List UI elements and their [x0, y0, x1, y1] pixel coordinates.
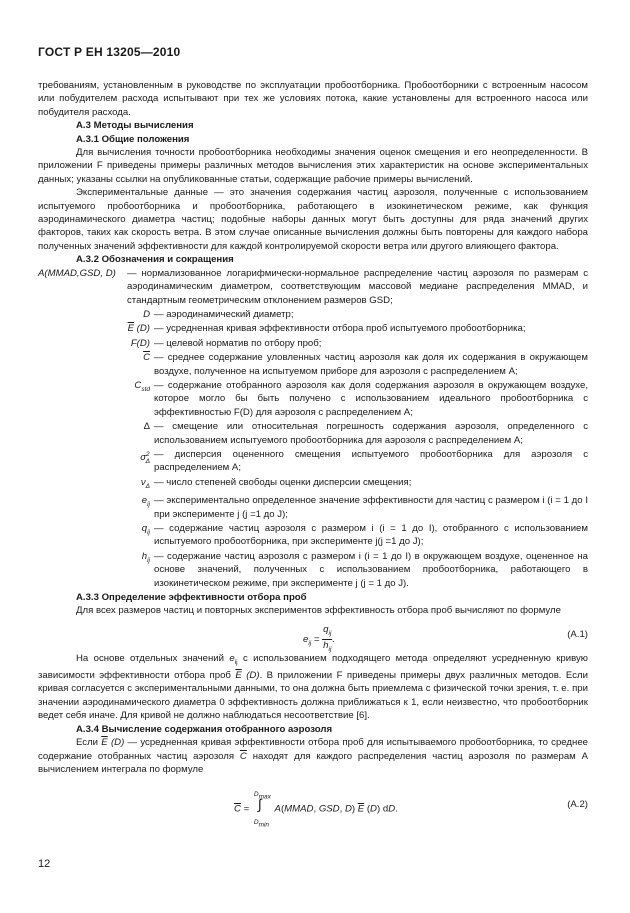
notation-item: [38, 494, 588, 521]
section-a3-title: А.3 Методы вычисления: [76, 120, 194, 132]
notation-symbol: $\overline{C}$: [143, 352, 150, 364]
notation-description: — дисперсия оцененного смещения испытуемого пробоотборника для аэрозоля с распределением A;: [154, 448, 588, 474]
notation-item: [38, 351, 588, 378]
formula-a1-expression: $e_{ij}$ = $\frac{q_{ij}}{h_{ij}}$ .: [303, 623, 336, 653]
notation-symbol: $h_{ij}$: [141, 550, 150, 564]
notation-description: — среднее содержание уловленных частиц аэрозоля как доля их содержания в окружающем воздухе, полученное на испытуемом приборе для аэрозоля с распределением A;: [154, 352, 588, 377]
notation-symbol: $q_{ij}$: [141, 522, 150, 536]
notation-item: [38, 337, 588, 350]
section-a33-paragraph-2: На основе отдельных значений $e_{ij}$ с использованием подходящего метода определяют усредненную кривую зависимости эффективности отбора проб $\overline{E}$ (D). В приложении F приведены примеры двух различных методов. Если кривая согласуется с экспериментальными данными, то она должна быть приемлема с физической точки зрения, т. е. при значении аэродинамического диаметра 0 эффективность должна приближаться к 1, если неизвестно, что пробоотборник ведет себя иначе. Для кривой не должно наблюдаться несоответствие [6].: [38, 652, 588, 722]
notation-description: — содержание частиц аэрозоля с размером i (i = 1 до I) в окружающем воздухе, оцененное на основе значений, полученных с использованием пробоотборника, работающего в изокинетическом режиме, при эксперименте j (j = 1 до J).: [154, 550, 588, 589]
section-a31-paragraph-1: Для вычисления точности пробоотборника необходимы значения оценок смещения и его неопределенности. В приложении F приведены примеры различных методов вычисления этих характеристик на основе экспериментальных данных; указаны ссылки на опубликованные статьи, содержащие рабочие примеры вычислений.: [38, 147, 588, 185]
notation-item: [38, 448, 588, 475]
notation-symbol: D: [143, 308, 150, 320]
notation-description: — смещение или относительная погрешность содержания аэрозоля, определенного с использованием испытуемого пробоотборника для аэрозоля с распределением A;: [154, 421, 588, 446]
formula-a2: [38, 782, 588, 829]
notation-description: — аэродинамический диаметр;: [154, 308, 294, 320]
notation-symbol: $\nu_\Delta$: [140, 476, 150, 490]
section-a32-title: А.3.2 Обозначения и сокращения: [76, 254, 234, 266]
paragraph-text: . В приложении F приведены примеры двух различных методов. Если кривая согласуется с экспериментальными данными, то она должна быть приемлема с физической точки зрения, т. е. при значении аэродинамического диаметра 0 эффективность должна приближаться к 1, если неизвестно, что пробоотборник ведет себя иначе. Для кривой не должно наблюдаться несоответствие [6].: [38, 670, 588, 722]
page-content: [38, 79, 589, 829]
section-a31-paragraph-2: Экспериментальные данные — это значения содержания частиц аэрозоля, полученные с использованием испытуемого пробоотборника и пробоотборника, работающего в изокинетическом режиме, как функция аэродинамического диаметра частиц; подобные наборы данных могут быть доступны для ряда значений других факторов, таких как скорость ветра. В этом случае описанные вычисления должны быть повторены для каждого набора полученных значений эффективности для каждой контролируемой скорости ветра или другого влияющего фактора.: [38, 187, 588, 252]
notation-description: — число степеней свободы оценки дисперсии смещения;: [154, 476, 412, 488]
notation-description: — усредненная кривая эффективности отбора проб испытуемого пробоотборника;: [154, 323, 526, 335]
notation-item: [38, 522, 588, 549]
notation-symbol: $e_{ij}$: [141, 495, 150, 508]
paragraph-text: На основе отдельных значений: [76, 652, 224, 664]
section-a34-paragraph-1: Если $\overline{E}$ (D) — усредненная кривая эффективности отбора проб для испытываемого пробоотборника, то среднее содержание отобранных частиц аэрозоля $\overline{C}$ находят для каждого распределения частиц аэрозоля по размерам A вычислением интеграла по формуле: [38, 737, 589, 775]
notation-list: [38, 267, 588, 590]
section-a33-paragraph-1: Для всех размеров частиц и повторных экспериментов эффективность отбора проб вычисляют по формуле: [76, 605, 561, 617]
paragraph-text: — усредненная кривая эффективности отбора проб для испытываемого пробоотборника, то среднее содержание отобранных частиц аэрозоля: [38, 737, 589, 762]
section-a33-title: А.3.3 Определение эффективности отбора проб: [76, 591, 307, 603]
notation-symbol: $\sigma^2_\Delta$: [140, 450, 150, 466]
notation-item: [38, 420, 588, 447]
page-number: 12: [38, 858, 51, 870]
formula-a1-number: (А.1): [567, 628, 588, 640]
notation-description: — целевой норматив по отбору проб;: [154, 337, 322, 349]
notation-symbol: F(D): [130, 337, 150, 349]
formula-a2-expression: $\overline{C}$ = $D_{max}$ ∫ $D_{min}$ A(MMAD, GSD, D) $\overline{E}$ (D) dD.: [234, 791, 398, 829]
formula-a1: [38, 618, 588, 652]
section-a34-title: А.3.4 Вычисление содержания отобранного аэрозоля: [76, 723, 333, 735]
notation-symbol: $C_{std}$: [134, 379, 150, 393]
document-header: ГОСТ Р ЕН 13205—2010: [38, 45, 181, 59]
notation-description: — нормализованное логарифмически-нормальное распределение частиц аэрозоля по размерам с аэродинамическим диаметром, соответствующим массовой медиане распределения MMAD, и стандартным геометрическим отклонением размеров GSD;: [127, 267, 588, 306]
notation-description: — экспериментально определенное значение эффективности для частиц с размером i (i = 1 до I при эксперименте j (j =1 до J);: [154, 495, 588, 520]
notation-item: [38, 322, 588, 335]
section-a31-title: А.3.1 Общие положения: [76, 133, 190, 145]
notation-item: [38, 476, 588, 493]
notation-item: [38, 308, 588, 321]
notation-symbol: Δ: [143, 421, 150, 433]
paragraph-text: Если: [76, 737, 99, 749]
notation-description: — содержание частиц аэрозоля с размером i (i = 1 до I), отобранного с использованием испытуемого пробоотборника, при эксперименте j(j =1 до J);: [154, 522, 588, 548]
paragraph-text: с использованием подходящего метода определяют усредненную кривую зависимости эффективности отбора проб: [38, 652, 588, 682]
intro-paragraph: требованиям, установленным в руководстве по эксплуатации пробоотборника. Пробоотборники с встроенным насосом или побудителем расхода испытывают при тех же условиях потока, какие установлены для встроенного насоса или побудителя расхода.: [38, 80, 588, 118]
notation-item: [38, 379, 588, 419]
notation-symbol: $\overline{E}$ (D): [127, 323, 150, 335]
notation-item: [38, 550, 588, 590]
notation-item: [38, 267, 588, 307]
notation-symbol: A(MMAD,GSD, D): [38, 267, 116, 279]
paragraph-text: находят для каждого распределения частиц аэрозоля по размерам A вычислением интеграла по формуле: [38, 750, 588, 775]
formula-a2-number: (А.2): [567, 799, 588, 811]
notation-description: — содержание отобранного аэрозоля как доля содержания аэрозоля в окружающем воздухе, которое могло бы быть получено с использованием идеального пробоотборника с эффективностью F(D) для аэрозоля с распределением A;: [154, 379, 588, 418]
